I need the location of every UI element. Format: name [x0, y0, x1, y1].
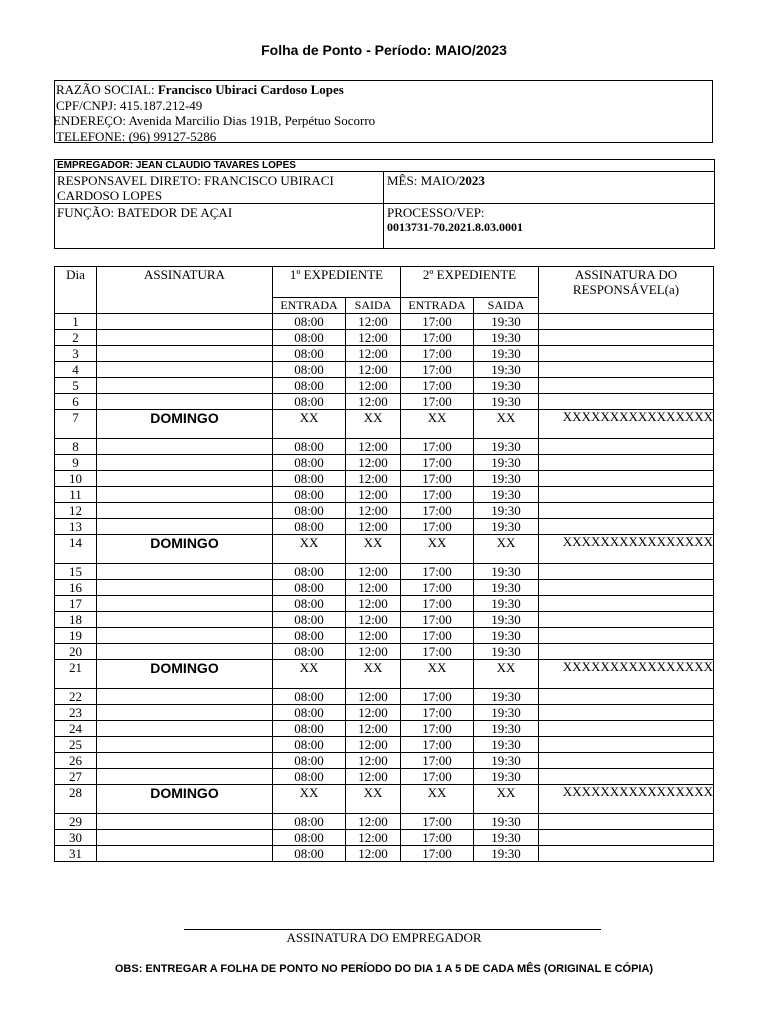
entrada-1-cell: 08:00	[273, 737, 346, 753]
responsavel-signature-cell: XXXXXXXXXXXXXXXX	[539, 785, 714, 814]
entrada-1-cell: 08:00	[273, 830, 346, 846]
saida-1-cell: 12:00	[346, 814, 401, 830]
table-row	[55, 628, 714, 644]
saida-1-cell: 12:00	[346, 644, 401, 660]
saida-1-cell: 12:00	[346, 846, 401, 862]
signature-cell: DOMINGO	[97, 410, 273, 439]
signature-cell	[97, 737, 273, 753]
entrada-2-cell: 17:00	[401, 628, 474, 644]
entrada-2-cell: 17:00	[401, 314, 474, 330]
signature-cell: DOMINGO	[97, 660, 273, 689]
entrada-1-cell: 08:00	[273, 689, 346, 705]
divider	[383, 172, 384, 249]
saida-1-cell: 12:00	[346, 628, 401, 644]
responsavel-signature-cell	[539, 455, 714, 471]
saida-2-cell: 19:30	[474, 580, 539, 596]
entrada-1-cell: 08:00	[273, 439, 346, 455]
day-cell: 4	[55, 362, 97, 378]
table-row	[55, 394, 714, 410]
entrada-1-cell: 08:00	[273, 314, 346, 330]
signature-cell	[97, 721, 273, 737]
responsavel-signature-cell	[539, 721, 714, 737]
saida-1-cell: 12:00	[346, 612, 401, 628]
table-row	[55, 503, 714, 519]
mes-field	[387, 173, 485, 188]
responsavel-signature-cell	[539, 705, 714, 721]
day-cell: 12	[55, 503, 97, 519]
responsavel-signature-cell	[539, 394, 714, 410]
signature-cell	[97, 564, 273, 580]
saida-2-cell: 19:30	[474, 439, 539, 455]
entrada-1-cell: 08:00	[273, 330, 346, 346]
saida-1-cell: 12:00	[346, 721, 401, 737]
responsavel-signature-cell	[539, 439, 714, 455]
table-row	[55, 314, 714, 330]
saida-1-cell: 12:00	[346, 580, 401, 596]
day-cell: 16	[55, 580, 97, 596]
saida-2-cell: 19:30	[474, 455, 539, 471]
entrada-1-cell: 08:00	[273, 612, 346, 628]
saida-2-cell: 19:30	[474, 487, 539, 503]
saida-1-cell: 12:00	[346, 830, 401, 846]
entrada-1-cell: 08:00	[273, 487, 346, 503]
saida-2-cell: 19:30	[474, 612, 539, 628]
entrada-1-cell: XX	[273, 660, 346, 689]
saida-2-cell: 19:30	[474, 721, 539, 737]
saida-2-cell: 19:30	[474, 564, 539, 580]
entrada-1-cell: 08:00	[273, 814, 346, 830]
saida-2-cell: 19:30	[474, 378, 539, 394]
employer-signature-label: ASSINATURA DO EMPREGADOR	[286, 930, 482, 945]
saida-1-cell: 12:00	[346, 439, 401, 455]
responsavel-signature-cell: XXXXXXXXXXXXXXXX	[539, 535, 714, 564]
entrada-2-cell: 17:00	[401, 580, 474, 596]
signature-cell	[97, 830, 273, 846]
table-row	[55, 410, 714, 439]
responsavel-signature-cell	[539, 487, 714, 503]
table-row	[55, 362, 714, 378]
signature-cell	[97, 487, 273, 503]
day-cell: 25	[55, 737, 97, 753]
table-row	[55, 596, 714, 612]
signature-cell	[97, 394, 273, 410]
day-cell: 22	[55, 689, 97, 705]
saida-1-cell: 12:00	[346, 394, 401, 410]
entrada-1-cell: 08:00	[273, 705, 346, 721]
table-row	[55, 612, 714, 628]
processo-number: 0013731-70.2021.8.03.0001	[387, 220, 523, 234]
entrada-2-cell: 17:00	[401, 846, 474, 862]
signature-cell	[97, 769, 273, 785]
endereco: ENDEREÇO: Avenida Marcilio Dias 191B, Perpétuo Socorro	[53, 113, 376, 128]
signature-cell	[97, 644, 273, 660]
day-cell: 20	[55, 644, 97, 660]
signature-cell: DOMINGO	[97, 785, 273, 814]
responsavel-signature-cell	[539, 519, 714, 535]
day-cell: 30	[55, 830, 97, 846]
entrada-1-cell: 08:00	[273, 644, 346, 660]
day-cell: 28	[55, 785, 97, 814]
saida-1-cell: XX	[346, 660, 401, 689]
day-cell: 27	[55, 769, 97, 785]
header-entrada-2: ENTRADA	[401, 298, 474, 314]
saida-1-cell: 12:00	[346, 455, 401, 471]
saida-2-cell: 19:30	[474, 362, 539, 378]
responsavel-signature-cell	[539, 503, 714, 519]
page-title: Folha de Ponto - Período: MAIO/2023	[261, 42, 507, 58]
entrada-2-cell: 17:00	[401, 644, 474, 660]
saida-1-cell: 12:00	[346, 346, 401, 362]
responsavel-direto: RESPONSAVEL DIRETO: FRANCISCO UBIRACI CARDOSO LOPES	[57, 173, 334, 203]
entrada-2-cell: XX	[401, 785, 474, 814]
entrada-1-cell: 08:00	[273, 596, 346, 612]
day-cell: 6	[55, 394, 97, 410]
entrada-2-cell: 17:00	[401, 705, 474, 721]
divider	[55, 203, 714, 204]
mes-year: 2023	[458, 173, 485, 188]
saida-2-cell: 19:30	[474, 689, 539, 705]
entrada-1-cell: XX	[273, 785, 346, 814]
signature-cell	[97, 689, 273, 705]
signature-cell	[97, 612, 273, 628]
table-row	[55, 737, 714, 753]
entrada-2-cell: 17:00	[401, 519, 474, 535]
signature-cell	[97, 596, 273, 612]
day-cell: 13	[55, 519, 97, 535]
header-dia: Dia	[55, 267, 97, 314]
responsavel-signature-cell	[539, 846, 714, 862]
responsavel-signature-cell	[539, 814, 714, 830]
entrada-1-cell: 08:00	[273, 628, 346, 644]
saida-2-cell: 19:30	[474, 753, 539, 769]
saida-1-cell: 12:00	[346, 378, 401, 394]
table-row	[55, 753, 714, 769]
saida-1-cell: 12:00	[346, 503, 401, 519]
saida-2-cell: 19:30	[474, 596, 539, 612]
mes-label: MÊS: MAIO/	[387, 173, 459, 188]
saida-1-cell: 12:00	[346, 519, 401, 535]
entrada-1-cell: 08:00	[273, 580, 346, 596]
saida-1-cell: XX	[346, 410, 401, 439]
entrada-2-cell: 17:00	[401, 346, 474, 362]
responsavel-signature-cell	[539, 580, 714, 596]
entrada-1-cell: 08:00	[273, 564, 346, 580]
entrada-1-cell: 08:00	[273, 519, 346, 535]
header-saida-2: SAIDA	[474, 298, 539, 314]
signature-cell	[97, 753, 273, 769]
entrada-2-cell: 17:00	[401, 596, 474, 612]
table-row	[55, 830, 714, 846]
signature-cell	[97, 628, 273, 644]
signature-cell	[97, 455, 273, 471]
company-info-box	[54, 80, 713, 143]
day-cell: 5	[55, 378, 97, 394]
saida-2-cell: 19:30	[474, 814, 539, 830]
responsavel-signature-cell	[539, 753, 714, 769]
day-cell: 14	[55, 535, 97, 564]
entrada-2-cell: 17:00	[401, 394, 474, 410]
day-cell: 9	[55, 455, 97, 471]
responsavel-signature-cell	[539, 471, 714, 487]
table-row	[55, 487, 714, 503]
cpf-cnpj: CPF/CNPJ: 415.187.212-49	[56, 97, 203, 113]
saida-2-cell: 19:30	[474, 705, 539, 721]
signature-cell	[97, 814, 273, 830]
entrada-2-cell: XX	[401, 410, 474, 439]
saida-2-cell: 19:30	[474, 330, 539, 346]
day-cell: 3	[55, 346, 97, 362]
saida-2-cell: 19:30	[474, 846, 539, 862]
header-entrada-1: ENTRADA	[273, 298, 346, 314]
saida-1-cell: 12:00	[346, 487, 401, 503]
saida-2-cell: 19:30	[474, 830, 539, 846]
entrada-2-cell: 17:00	[401, 455, 474, 471]
signature-cell	[97, 314, 273, 330]
entrada-2-cell: 17:00	[401, 753, 474, 769]
table-row	[55, 705, 714, 721]
saida-2-cell: XX	[474, 410, 539, 439]
header-saida-1: SAIDA	[346, 298, 401, 314]
entrada-1-cell: XX	[273, 410, 346, 439]
entrada-2-cell: 17:00	[401, 564, 474, 580]
processo-label: PROCESSO/VEP:	[387, 205, 485, 220]
responsavel-signature-cell	[539, 346, 714, 362]
day-cell: 24	[55, 721, 97, 737]
table-row	[55, 378, 714, 394]
signature-cell	[97, 471, 273, 487]
table-row	[55, 689, 714, 705]
day-cell: 2	[55, 330, 97, 346]
entrada-2-cell: 17:00	[401, 362, 474, 378]
entrada-2-cell: 17:00	[401, 471, 474, 487]
responsavel-signature-cell	[539, 612, 714, 628]
table-row	[55, 455, 714, 471]
responsavel-signature-cell	[539, 330, 714, 346]
table-row	[55, 846, 714, 862]
day-cell: 19	[55, 628, 97, 644]
day-cell: 1	[55, 314, 97, 330]
responsavel-signature-cell	[539, 564, 714, 580]
table-row	[55, 580, 714, 596]
entrada-2-cell: 17:00	[401, 830, 474, 846]
table-row	[55, 564, 714, 580]
signature-cell	[97, 330, 273, 346]
saida-1-cell: 12:00	[346, 362, 401, 378]
responsavel-signature-cell	[539, 689, 714, 705]
entrada-1-cell: 08:00	[273, 721, 346, 737]
table-row	[55, 644, 714, 660]
entrada-2-cell: XX	[401, 535, 474, 564]
table-row	[55, 439, 714, 455]
saida-1-cell: 12:00	[346, 564, 401, 580]
saida-2-cell: XX	[474, 660, 539, 689]
signature-cell	[97, 580, 273, 596]
entrada-1-cell: 08:00	[273, 846, 346, 862]
day-cell: 11	[55, 487, 97, 503]
saida-1-cell: 12:00	[346, 596, 401, 612]
table-row	[55, 814, 714, 830]
entrada-1-cell: 08:00	[273, 503, 346, 519]
entrada-2-cell: 17:00	[401, 330, 474, 346]
saida-2-cell: XX	[474, 785, 539, 814]
razao-social-line	[55, 82, 712, 98]
saida-2-cell: 19:30	[474, 314, 539, 330]
saida-1-cell: 12:00	[346, 769, 401, 785]
saida-2-cell: 19:30	[474, 503, 539, 519]
signature-cell	[97, 378, 273, 394]
day-cell: 10	[55, 471, 97, 487]
entrada-1-cell: 08:00	[273, 394, 346, 410]
responsavel-signature-cell: XXXXXXXXXXXXXXXX	[539, 410, 714, 439]
table-row	[55, 660, 714, 689]
table-row	[55, 535, 714, 564]
saida-1-cell: 12:00	[346, 471, 401, 487]
day-cell: 29	[55, 814, 97, 830]
responsavel-signature-cell	[539, 362, 714, 378]
entrada-1-cell: 08:00	[273, 378, 346, 394]
entrada-1-cell: XX	[273, 535, 346, 564]
header-assinatura-responsavel: ASSINATURA DO RESPONSÁVEL(a)	[539, 267, 714, 314]
entrada-1-cell: 08:00	[273, 769, 346, 785]
observation-note: OBS: ENTREGAR A FOLHA DE PONTO NO PERÍODO DO DIA 1 A 5 DE CADA MÊS (ORIGINAL E CÓPIA)	[114, 963, 654, 975]
responsavel-signature-cell	[539, 596, 714, 612]
day-cell: 17	[55, 596, 97, 612]
signature-cell: DOMINGO	[97, 535, 273, 564]
saida-2-cell: 19:30	[474, 471, 539, 487]
day-cell: 21	[55, 660, 97, 689]
table-row	[55, 346, 714, 362]
day-cell: 7	[55, 410, 97, 439]
saida-2-cell: 19:30	[474, 346, 539, 362]
table-row	[55, 769, 714, 785]
telefone: TELEFONE: (96) 99127-5286	[56, 128, 217, 144]
saida-1-cell: 12:00	[346, 705, 401, 721]
header-row	[55, 267, 714, 298]
saida-2-cell: 19:30	[474, 737, 539, 753]
signature-cell	[97, 439, 273, 455]
entrada-1-cell: 08:00	[273, 455, 346, 471]
employer-info-box	[54, 159, 715, 249]
responsavel-signature-cell	[539, 737, 714, 753]
day-cell: 8	[55, 439, 97, 455]
signature-cell	[97, 346, 273, 362]
saida-2-cell: 19:30	[474, 644, 539, 660]
entrada-2-cell: 17:00	[401, 814, 474, 830]
responsavel-signature-cell	[539, 769, 714, 785]
timesheet-body	[55, 267, 714, 862]
responsavel-signature-cell	[539, 830, 714, 846]
entrada-1-cell: 08:00	[273, 471, 346, 487]
responsavel-signature-cell	[539, 644, 714, 660]
saida-1-cell: 12:00	[346, 689, 401, 705]
day-cell: 18	[55, 612, 97, 628]
funcao: FUNÇÃO: BATEDOR DE AÇAI	[57, 205, 233, 220]
table-row	[55, 785, 714, 814]
entrada-2-cell: 17:00	[401, 439, 474, 455]
entrada-2-cell: 17:00	[401, 378, 474, 394]
entrada-2-cell: 17:00	[401, 737, 474, 753]
saida-1-cell: XX	[346, 535, 401, 564]
saida-1-cell: 12:00	[346, 737, 401, 753]
day-cell: 31	[55, 846, 97, 862]
entrada-2-cell: 17:00	[401, 769, 474, 785]
table-row	[55, 330, 714, 346]
entrada-1-cell: 08:00	[273, 362, 346, 378]
saida-2-cell: 19:30	[474, 519, 539, 535]
saida-1-cell: 12:00	[346, 314, 401, 330]
entrada-2-cell: 17:00	[401, 689, 474, 705]
saida-1-cell: 12:00	[346, 753, 401, 769]
table-row	[55, 721, 714, 737]
employer-header: EMPREGADOR: JEAN CLAUDIO TAVARES LOPES	[55, 160, 714, 172]
entrada-2-cell: 17:00	[401, 612, 474, 628]
razao-social-label: RAZÃO SOCIAL:	[56, 82, 158, 97]
signature-cell	[97, 362, 273, 378]
saida-1-cell: XX	[346, 785, 401, 814]
saida-2-cell: 19:30	[474, 628, 539, 644]
day-cell: 23	[55, 705, 97, 721]
entrada-2-cell: XX	[401, 660, 474, 689]
responsavel-signature-cell: XXXXXXXXXXXXXXXX	[539, 660, 714, 689]
signature-cell	[97, 503, 273, 519]
signature-cell	[97, 846, 273, 862]
entrada-2-cell: 17:00	[401, 503, 474, 519]
entrada-1-cell: 08:00	[273, 753, 346, 769]
entrada-2-cell: 17:00	[401, 487, 474, 503]
saida-2-cell: 19:30	[474, 769, 539, 785]
saida-2-cell: XX	[474, 535, 539, 564]
entrada-1-cell: 08:00	[273, 346, 346, 362]
day-cell: 15	[55, 564, 97, 580]
responsavel-signature-cell	[539, 628, 714, 644]
signature-cell	[97, 519, 273, 535]
signature-cell	[97, 705, 273, 721]
saida-1-cell: 12:00	[346, 330, 401, 346]
responsavel-signature-cell	[539, 314, 714, 330]
header-assinatura: ASSINATURA	[97, 267, 273, 314]
entrada-2-cell: 17:00	[401, 721, 474, 737]
timesheet-table	[54, 266, 714, 862]
razao-social-value: Francisco Ubiraci Cardoso Lopes	[157, 82, 344, 97]
table-row	[55, 519, 714, 535]
header-expediente-2: 2º EXPEDIENTE	[401, 267, 539, 298]
day-cell: 26	[55, 753, 97, 769]
saida-2-cell: 19:30	[474, 394, 539, 410]
table-row	[55, 471, 714, 487]
processo-field	[387, 205, 523, 235]
header-expediente-1: 1º EXPEDIENTE	[273, 267, 401, 298]
responsavel-signature-cell	[539, 378, 714, 394]
